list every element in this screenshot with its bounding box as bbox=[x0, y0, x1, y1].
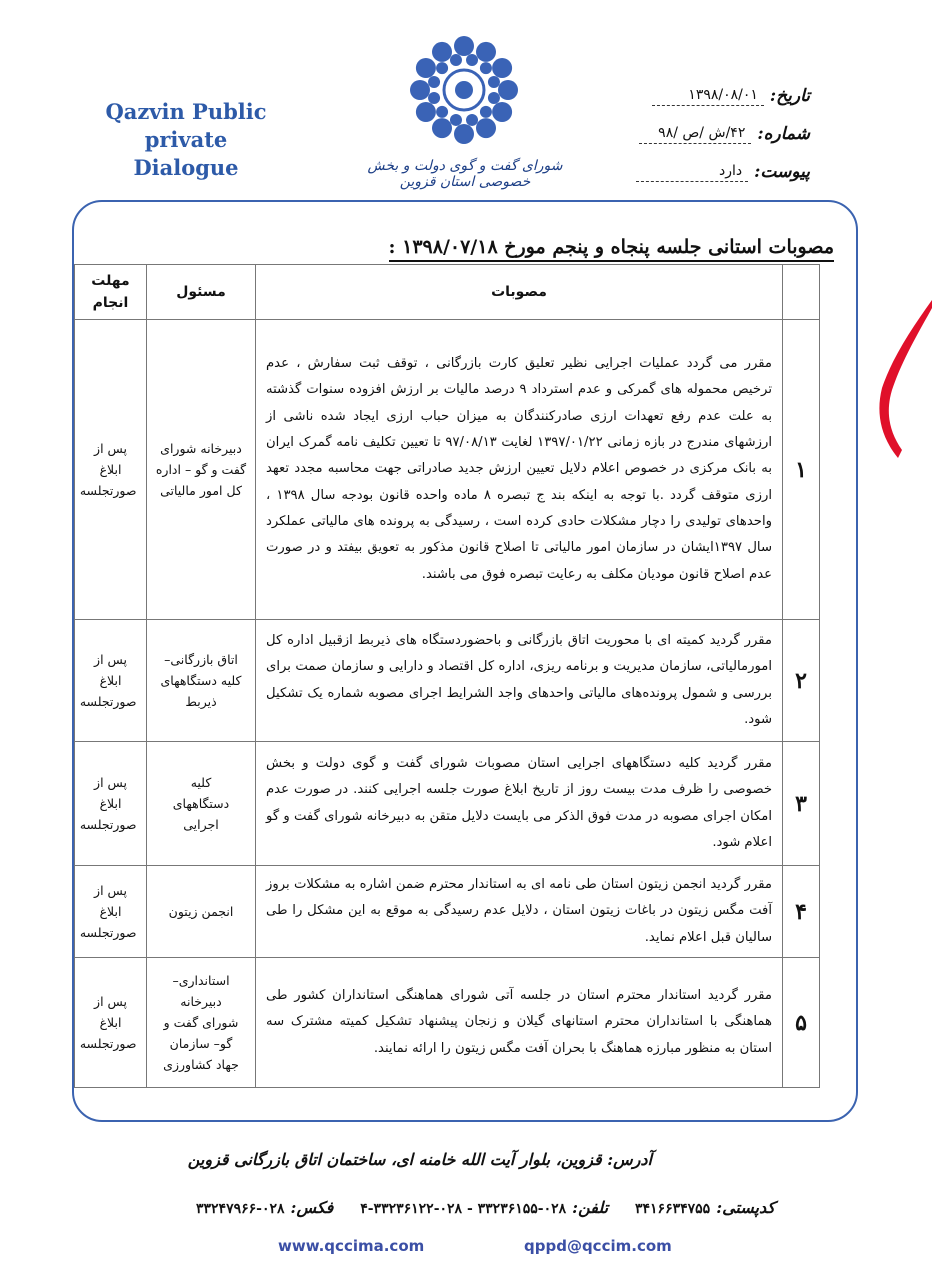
row-number: ۵ bbox=[783, 958, 820, 1088]
row-number: ۲ bbox=[783, 620, 820, 742]
row-number: ۴ bbox=[783, 866, 820, 958]
row-responsible bbox=[147, 620, 256, 742]
phone-label: تلفن: bbox=[572, 1198, 609, 1217]
row-responsible-text: استانداری– دبیرخانه شورای گفت و گو– سازمان جهاد کشاورزی bbox=[163, 973, 239, 1072]
row-text: مقرر می گردد عملیات اجرایی نظیر تعلیق کارت بازرگانی ، توقف ثبت سفارش ، عدم ترخیص محموله های گمرکی و عدم استرداد ۹ درصد مالیات بر ارزش افزوده سنوات گذشته به علت عدم رفع تعهدات ارزی صادرکنندگان به میزان حباب ارزی ایجاد شده ناشی از ارزشهای مندرج در بازه زمانی ۱۳۹۷/۰۱/۲۲ لغایت ۹۷/۰۸/۱۳ تا تعیین تکلیف نامه گمرک ایران به بانک مرکزی در خصوص اعلام دلایل تعیین ارزش جدید صادراتی جهت محاسبه مجدد تعهد ارزی متوقف گردد .با توجه به اینکه بند ج تبصره ۸ ماده واحده قانون بودجه سال ۱۳۹۸ ، واحدهای تولیدی را دچار مشکلات حادی کرده است ، رسیدگی به پرونده های مالیاتی عملکرد سال ۱۳۹۷ایشان در سازمان امور مالیاتی تا اصلاح قانون مذکور به تعویق بیفتد و در صورت عدم اصلاح قانون مودیان مکلف به رعایت تبصره فوق می باشند. bbox=[256, 320, 783, 620]
document-title-text: مصوبات استانی جلسه پنجاه و پنجم مورخ ۱۳۹۸/۰۷/۱۸ : bbox=[389, 236, 835, 262]
table-row bbox=[75, 866, 820, 958]
attachment-label: پیوست: bbox=[754, 162, 810, 182]
red-pen-mark-icon bbox=[862, 300, 932, 480]
row-responsible bbox=[147, 742, 256, 866]
row-responsible-text: اتاق بازرگانی– کلیه دستگاههای ذیربط bbox=[160, 652, 242, 709]
row-deadline-text: پس از ابلاغ صورتجلسه bbox=[79, 652, 137, 709]
row-text: مقرر گردید انجمن زیتون استان طی نامه ای به استاندار محترم ضمن اشاره به مشکلات بروز آفت مگس زیتون در باغات زیتون استان ، دلایل عدم رسیدگی به موقع به این مشکل را طی سالیان قبل اعلام نماید. bbox=[256, 866, 783, 958]
table-row bbox=[75, 320, 820, 620]
header-responsible: مسئول bbox=[147, 265, 256, 320]
row-number: ۱ bbox=[783, 320, 820, 620]
row-deadline bbox=[75, 866, 147, 958]
postal-code-label: کدپستی: bbox=[716, 1198, 775, 1217]
header-resolutions: مصوبات bbox=[256, 265, 783, 320]
row-text: مقرر گردید کمیته ای با محوریت اتاق بازرگانی و باحضوردستگاه های ذیربط ازقبیل اداره کل امورمالیاتی، سازمان مدیریت و برنامه ریزی، اداره کل اقتصاد و دارایی و سازمان صمت برای بررسی و شمول پرونده‌های مالیاتی واحدهای واجد الشرایط اجرای مصوبه شماره یک تشکیل شود. bbox=[256, 620, 783, 742]
attachment-value: دارد bbox=[636, 163, 748, 182]
row-text: مقرر گردید کلیه دستگاههای اجرایی استان مصوبات شورای گفت و گوی دولت و بخش خصوصی را ظرف مدت بیست روز از تاریخ ابلاغ صورت جلسه اجرایی کنند. در صورت عدم امکان اجرای مصوبه در مدت فوق الذکر می بایست دلایل متقن به دبیرخانه شورای گفت و گو اعلام شود. bbox=[256, 742, 783, 866]
row-responsible bbox=[147, 866, 256, 958]
footer-contacts bbox=[150, 1198, 775, 1217]
row-deadline bbox=[75, 320, 147, 620]
row-text: مقرر گردید استاندار محترم استان در جلسه آتی شورای هماهنگی استانداران کشور طی هماهنگی با استانداران محترم استانهای گیلان و زنجان پیشنهاد تشکیل کمیته مشترک سه استان به منظور مبارزه هماهنگ با بحران آفت مگس زیتون را ارائه نمایند. bbox=[256, 958, 783, 1088]
phone-value: ۰۲۸-۳۳۲۳۶۱۵۵ - ۰۲۸-۳۳۲۳۶۱۲۲-۴ bbox=[360, 1201, 567, 1217]
brand-name-line1: Qazvin Public bbox=[105, 99, 267, 124]
row-deadline bbox=[75, 620, 147, 742]
row-number: ۳ bbox=[783, 742, 820, 866]
letter-meta bbox=[610, 68, 810, 182]
header-deadline bbox=[75, 265, 147, 320]
postal-code-value: ۳۴۱۶۶۳۴۷۵۵ bbox=[634, 1201, 711, 1217]
number-row bbox=[610, 106, 810, 144]
table-row bbox=[75, 620, 820, 742]
row-responsible-text: کلیه دستگاههای اجرایی bbox=[172, 775, 230, 832]
row-responsible-text: دبیرخانه شورای گفت و گو – اداره کل امور مالیاتی bbox=[155, 441, 247, 498]
row-responsible bbox=[147, 958, 256, 1088]
date-value: ۱۳۹۸/۰۸/۰۱ bbox=[652, 87, 764, 106]
footer-address: آدرس: قزوین، بلوار آیت الله خامنه ای، ساختمان اتاق بازرگانی قزوین bbox=[187, 1150, 652, 1169]
attachment-row bbox=[610, 144, 810, 182]
number-label: شماره: bbox=[757, 124, 810, 144]
table-row bbox=[75, 742, 820, 866]
date-label: تاریخ: bbox=[769, 86, 810, 106]
table-header-row bbox=[75, 265, 820, 320]
brand-name-en bbox=[96, 98, 276, 182]
row-responsible bbox=[147, 320, 256, 620]
date-row bbox=[610, 68, 810, 106]
resolutions-table bbox=[74, 264, 820, 1088]
fax-value: ۰۲۸-۳۳۲۴۷۹۶۶ bbox=[196, 1201, 285, 1217]
row-deadline-text: پس از ابلاغ صورتجلسه bbox=[79, 775, 137, 832]
brand-caption: شورای گفت و گوی دولت و بخش خصوصی استان قزوین bbox=[367, 158, 563, 190]
footer-email-link[interactable]: qppd@qccim.com bbox=[524, 1237, 672, 1255]
table-row bbox=[75, 958, 820, 1088]
footer-website-link[interactable]: www.qccima.com bbox=[278, 1237, 425, 1255]
row-deadline bbox=[75, 742, 147, 866]
document-title bbox=[96, 236, 834, 258]
council-logo-icon bbox=[398, 24, 530, 156]
row-deadline-text: پس از ابلاغ صورتجلسه bbox=[79, 883, 137, 940]
header-deadline-text: مهلت انجام bbox=[91, 273, 130, 311]
number-value: ۴۲/ش /ص /۹۸ bbox=[639, 125, 751, 144]
brand-name-line2: private Dialogue bbox=[133, 127, 239, 180]
header-number bbox=[783, 265, 820, 320]
row-deadline-text: پس از ابلاغ صورتجلسه bbox=[79, 441, 137, 498]
fax-label: فکس: bbox=[290, 1198, 334, 1217]
row-deadline bbox=[75, 958, 147, 1088]
row-deadline-text: پس از ابلاغ صورتجلسه bbox=[79, 994, 137, 1051]
row-responsible-text: انجمن زیتون bbox=[168, 904, 234, 919]
